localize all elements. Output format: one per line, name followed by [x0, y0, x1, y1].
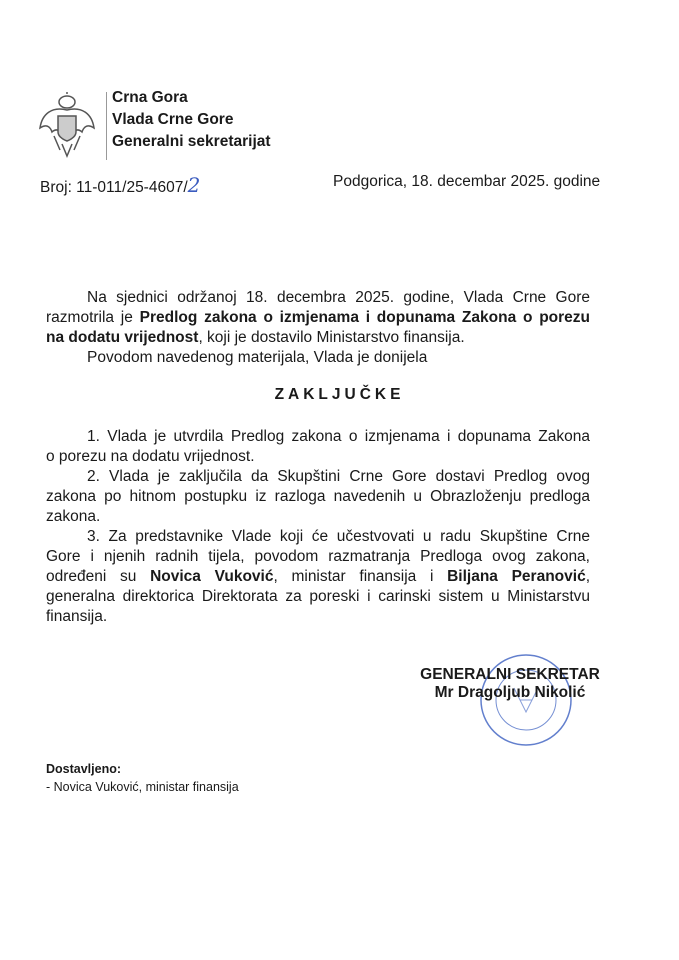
header-divider	[106, 92, 107, 160]
delivered-label: Dostavljeno:	[46, 762, 122, 776]
item-3-line: finansija.	[46, 608, 108, 625]
handwritten-number: 2	[187, 173, 201, 197]
delivered-recipient: - Novica Vuković, ministar finansija	[46, 780, 239, 794]
item-2-line: 2. Vlada je zaključila da Skupštini Crne Gore dostavi Predlog ovog	[87, 468, 590, 485]
header-government: Vlada Crne Gore	[112, 111, 234, 128]
signatory-name: Mr Dragoljub Nikolić	[434, 684, 586, 701]
item-1-line: o porezu na dodatu vrijednost.	[46, 448, 255, 465]
item-1-line: 1. Vlada je utvrdila Predlog zakona o izmjenama i dopunama Zakona	[87, 428, 590, 445]
item-3-line: 3. Za predstavnike Vlade koji će učestvovati u radu Skupštine Crne	[87, 528, 590, 545]
intro-line: razmotrila je Predlog zakona o izmjenama i dopunama Zakona o porezu	[46, 309, 591, 326]
coat-of-arms-icon	[38, 92, 96, 158]
reference-number: Broj: 11-011/25-4607/2	[40, 173, 201, 197]
intro-line: Povodom navedenog materijala, Vlada je donijela	[87, 349, 428, 366]
header-country: Crna Gora	[112, 89, 188, 106]
item-2-line: zakona po hitnom postupku iz razloga navedenih u Obrazloženju predloga	[46, 488, 590, 505]
item-3-line: Gore i njenih radnih tijela, povodom razmatranja Predloga ovog zakona,	[46, 548, 590, 565]
intro-line: Na sjednici održanoj 18. decembra 2025. godine, Vlada Crne Gore	[87, 289, 590, 306]
signatory-title: GENERALNI SEKRETAR	[420, 666, 600, 683]
item-2-line: zakona.	[46, 508, 101, 525]
item-3-line: određeni su Novica Vuković, ministar finansija i Biljana Peranović,	[46, 568, 591, 585]
intro-line: na dodatu vrijednost, koji je dostavilo Ministarstvo finansija.	[46, 329, 465, 346]
item-3-line: generalna direktorica Direktorata za poreski i carinski sistem u Ministarstvu	[46, 588, 590, 605]
place-date: Podgorica, 18. decembar 2025. godine	[333, 173, 601, 190]
header-secretariat: Generalni sekretarijat	[112, 133, 271, 150]
conclusions-title: ZAKLJUČKE	[274, 386, 405, 403]
